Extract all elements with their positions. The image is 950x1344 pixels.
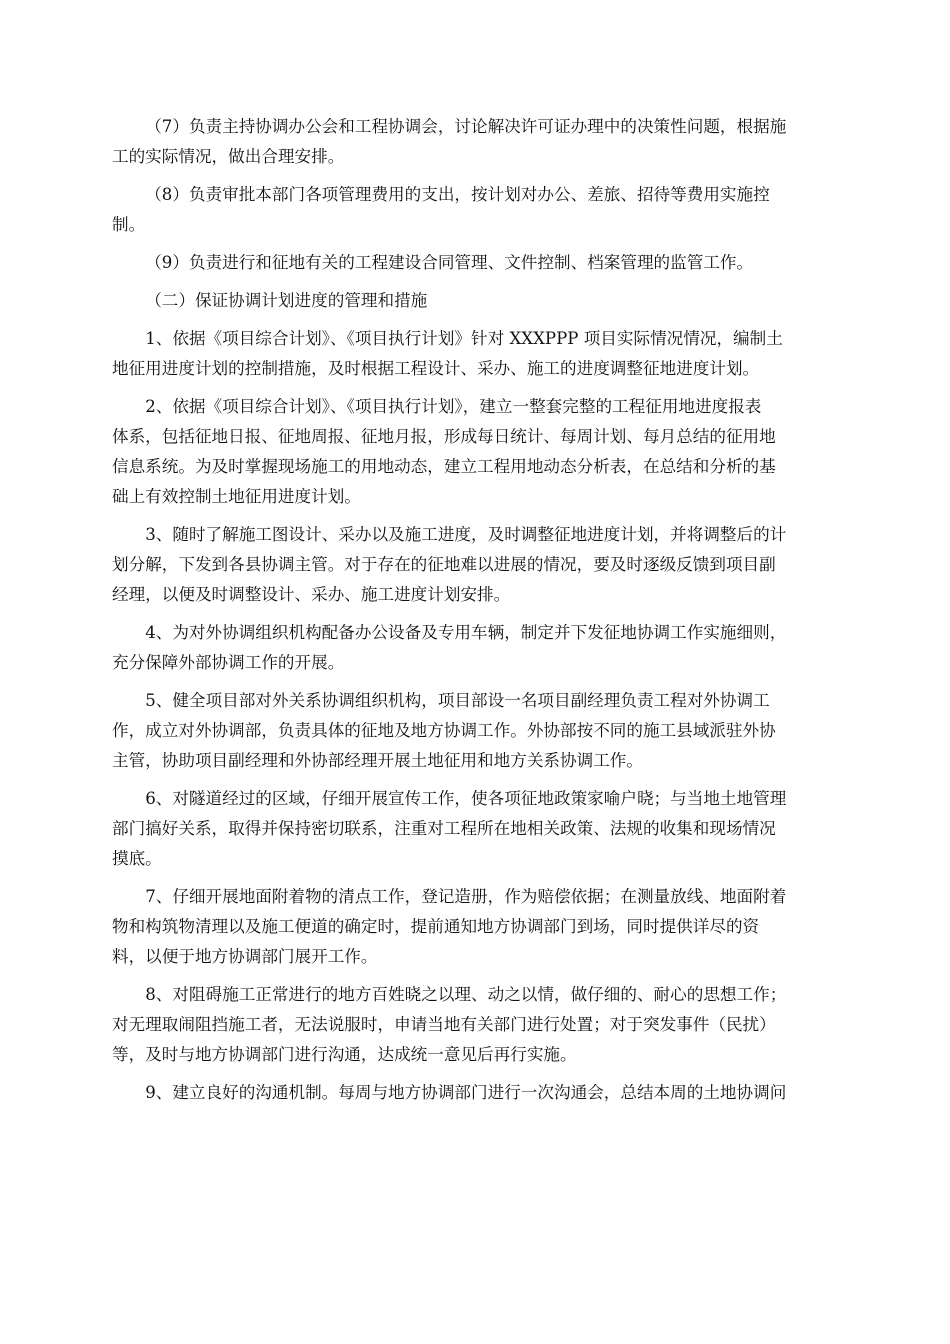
text-line: （8）负责审批本部门各项管理费用的支出，按计划对办公、差旅、招待等费用实施控 bbox=[145, 185, 770, 204]
text-line: 1、依据《项目综合计划》、《项目执行计划》针对 XXXPPP 项目实际情况情况，编制土 bbox=[145, 329, 783, 348]
paragraph bbox=[112, 686, 850, 776]
text-line: 物和构筑物清理以及施工便道的确定时，提前通知地方协调部门到场，同时提供详尽的资 bbox=[112, 917, 760, 936]
text-line: 制。 bbox=[112, 215, 146, 234]
paragraph bbox=[112, 248, 850, 278]
text-line: 8、对阻碍施工正常进行的地方百姓晓之以理、动之以情，做仔细的、耐心的思想工作； bbox=[145, 985, 787, 1004]
text-line: 工的实际情况，做出合理安排。 bbox=[112, 147, 345, 166]
text-line: 作，成立对外协调部，负责具体的征地及地方协调工作。外协部按不同的施工县域派驻外协 bbox=[112, 721, 776, 740]
text-line: （二）保证协调计划进度的管理和措施 bbox=[145, 291, 428, 310]
text-line: 对无理取闹阻挡施工者，无法说服时，申请当地有关部门进行处置；对于突发事件（民扰） bbox=[112, 1015, 776, 1034]
text-line: 7、仔细开展地面附着物的清点工作，登记造册，作为赔偿依据；在测量放线、地面附着 bbox=[145, 887, 787, 906]
paragraph bbox=[112, 180, 850, 240]
text-line: 划分解，下发到各县协调主管。对于存在的征地难以进展的情况，要及时逐级反馈到项目副 bbox=[112, 555, 776, 574]
text-line: 经理，以便及时调整设计、采办、施工进度计划安排。 bbox=[112, 585, 511, 604]
paragraph bbox=[112, 980, 850, 1070]
paragraph bbox=[112, 520, 850, 610]
document-page bbox=[112, 112, 850, 1116]
paragraph bbox=[112, 618, 850, 678]
paragraph bbox=[112, 324, 850, 384]
text-line: 础上有效控制土地征用进度计划。 bbox=[112, 487, 361, 506]
text-line: （7）负责主持协调办公会和工程协调会，讨论解决许可证办理中的决策性问题，根据施 bbox=[145, 117, 787, 136]
text-line: 2、依据《项目综合计划》、《项目执行计划》，建立一整套完整的工程征用地进度报表 bbox=[145, 397, 762, 416]
text-line: 信息系统。为及时掌握现场施工的用地动态，建立工程用地动态分析表，在总结和分析的基 bbox=[112, 457, 776, 476]
text-line: 主管，协助项目副经理和外协部经理开展土地征用和地方关系协调工作。 bbox=[112, 751, 643, 770]
paragraph bbox=[112, 392, 850, 512]
text-line: 9、建立良好的沟通机制。每周与地方协调部门进行一次沟通会，总结本周的土地协调问 bbox=[145, 1083, 787, 1102]
text-line: 料，以便于地方协调部门展开工作。 bbox=[112, 947, 378, 966]
paragraph bbox=[112, 784, 850, 874]
text-line: 6、对隧道经过的区域，仔细开展宣传工作，使各项征地政策家喻户晓；与当地土地管理 bbox=[145, 789, 787, 808]
paragraph bbox=[112, 112, 850, 172]
text-line: 摸底。 bbox=[112, 849, 162, 868]
text-line: 充分保障外部协调工作的开展。 bbox=[112, 653, 345, 672]
text-line: （9）负责进行和征地有关的工程建设合同管理、文件控制、档案管理的监管工作。 bbox=[145, 253, 754, 272]
text-line: 体系，包括征地日报、征地周报、征地月报，形成每日统计、每周计划、每月总结的征用地 bbox=[112, 427, 776, 446]
paragraph bbox=[112, 882, 850, 972]
text-line: 地征用进度计划的控制措施，及时根据工程设计、采办、施工的进度调整征地进度计划。 bbox=[112, 359, 760, 378]
text-line: 部门搞好关系，取得并保持密切联系，注重对工程所在地相关政策、法规的收集和现场情况 bbox=[112, 819, 776, 838]
text-line: 3、随时了解施工图设计、采办以及施工进度，及时调整征地进度计划，并将调整后的计 bbox=[145, 525, 787, 544]
paragraph bbox=[112, 1078, 850, 1108]
text-line: 等，及时与地方协调部门进行沟通，达成统一意见后再行实施。 bbox=[112, 1045, 577, 1064]
text-line: 5、健全项目部对外关系协调组织机构，项目部设一名项目副经理负责工程对外协调工 bbox=[145, 691, 770, 710]
text-line: 4、为对外协调组织机构配备办公设备及专用车辆，制定并下发征地协调工作实施细则， bbox=[145, 623, 787, 642]
paragraph bbox=[112, 286, 850, 316]
